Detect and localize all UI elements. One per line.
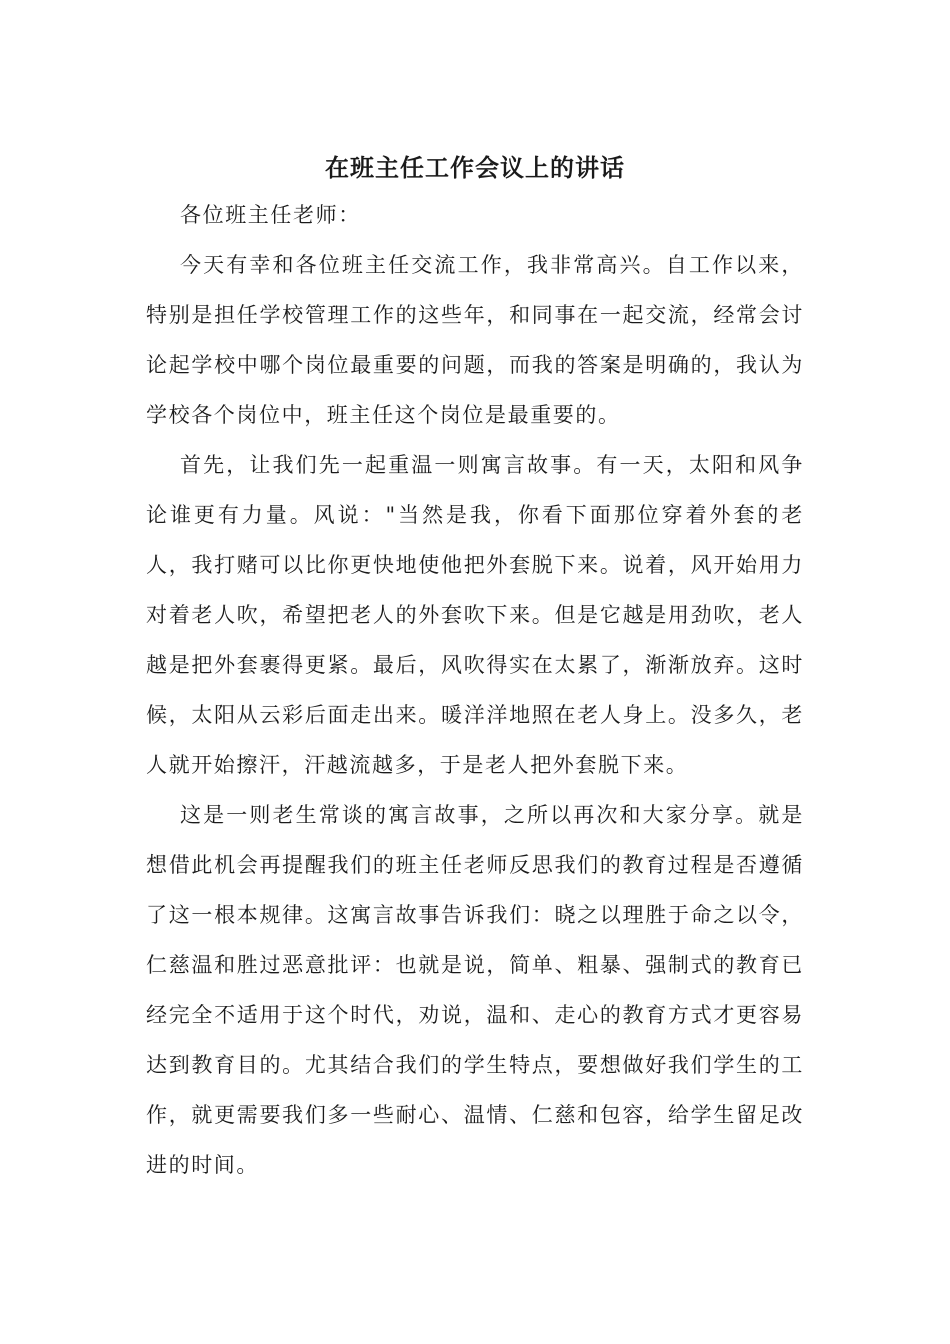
paragraph-intro: 今天有幸和各位班主任交流工作，我非常高兴。自工作以来，特别是担任学校管理工作的这些年，和同事在一起交流，经常会讨论起学校中哪个岗位最重要的问题，而我的答案是明确的，我认为学校各个岗位中，班主任这个岗位是最重要的。	[146, 253, 804, 427]
salutation: 各位班主任老师：	[180, 203, 361, 227]
document-title: 在班主任工作会议上的讲话	[325, 154, 625, 182]
paragraph-lesson: 这是一则老生常谈的寓言故事，之所以再次和大家分享。就是想借此机会再提醒我们的班主任老师反思我们的教育过程是否遵循了这一根本规律。这寓言故事告诉我们：晓之以理胜于命之以令，仁慈温和胜过恶意批评：也就是说，简单、粗暴、强制式的教育已经完全不适用于这个时代，劝说，温和、走心的教育方式才更容易达到教育目的。尤其结合我们的学生特点，要想做好我们学生的工作，就更需要我们多一些耐心、温情、仁慈和包容，给学生留足改进的时间。	[146, 803, 804, 1177]
document-body	[146, 190, 804, 1190]
paragraph-fable: 首先，让我们先一起重温一则寓言故事。有一天，太阳和风争论谁更有力量。风说："当然是我，你看下面那位穿着外套的老人，我打赌可以比你更快地使他把外套脱下来。说着，风开始用力对着老人吹，希望把老人的外套吹下来。但是它越是用劲吹，老人越是把外套裹得更紧。最后，风吹得实在太累了，渐渐放弃。这时候，太阳从云彩后面走出来。暖洋洋地照在老人身上。没多久，老人就开始擦汗，汗越流越多，于是老人把外套脱下来。	[146, 453, 804, 777]
